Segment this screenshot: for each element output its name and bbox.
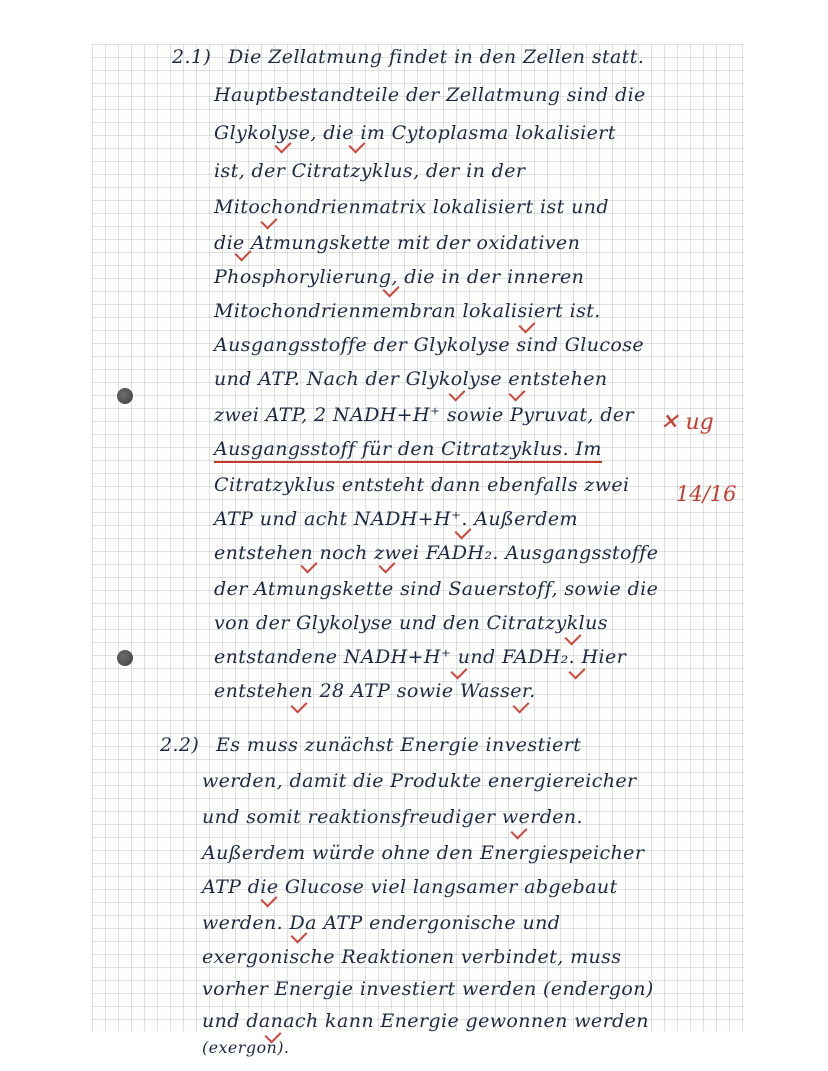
section-2-line: exergonische Reaktionen verbindet, muss	[202, 946, 622, 968]
section-2-number: 2.2)	[160, 734, 200, 756]
section-1-line: Ausgangsstoffe der Glykolyse sind Glucose	[214, 334, 645, 356]
section-2-line: werden. Da ATP endergonische und	[202, 912, 561, 934]
page-margin-bottom	[0, 1031, 828, 1071]
page-margin-top	[0, 0, 828, 44]
section-1-line: entstehen 28 ATP sowie Wasser.	[214, 680, 536, 702]
section-1-line: Die Zellatmung findet in den Zellen statt.	[228, 46, 645, 68]
section-2-line: und danach kann Energie gewonnen werden	[202, 1010, 649, 1032]
section-1-line: Mitochondrienmembran lokalisiert ist.	[214, 300, 601, 322]
section-1-number: 2.1)	[172, 46, 212, 68]
punch-hole-bottom	[117, 650, 133, 666]
section-1-line: Glykolyse, die im Cytoplasma lokalisiert	[214, 122, 616, 144]
section-1-line: entstandene NADH+H⁺ und FADH₂. Hier	[214, 646, 627, 668]
section-1-line: zwei ATP, 2 NADH+H⁺ sowie Pyruvat, der	[214, 404, 634, 426]
section-1-line: Phosphorylierung, die in der inneren	[214, 266, 585, 288]
section-1-line: ATP und acht NADH+H⁺. Außerdem	[214, 508, 578, 530]
section-1-line: Mitochondrienmatrix lokalisiert ist und	[214, 196, 609, 218]
section-1-line: und ATP. Nach der Glykolyse entstehen	[214, 368, 608, 390]
section-2-line: vorher Energie investiert werden (endergon)	[202, 978, 654, 1000]
section-2-line: (exergon).	[202, 1038, 290, 1057]
error-cross-icon: ✕	[660, 410, 679, 435]
section-1-line: die Atmungskette mit der oxidativen	[214, 232, 581, 254]
section-2-line: ATP die Glucose viel langsamer abgebaut	[202, 876, 618, 898]
section-2-line: werden, damit die Produkte energiereicher	[202, 770, 637, 792]
section-1-line-underlined: Ausgangsstoff für den Citratzyklus. Im	[214, 438, 602, 463]
section-1-line: entstehen noch zwei FADH₂. Ausgangsstoffe	[214, 542, 659, 564]
punch-hole-top	[117, 388, 133, 404]
section-2-line: Außerdem würde ohne den Energiespeicher	[202, 842, 645, 864]
section-1-line: Hauptbestandteile der Zellatmung sind die	[214, 84, 646, 106]
section-2-line: und somit reaktionsfreudiger werden.	[202, 806, 583, 828]
section-1-line: der Atmungskette sind Sauerstoff, sowie die	[214, 578, 659, 600]
margin-note-text: ug	[685, 410, 714, 435]
section-1-line: ist, der Citratzyklus, der in der	[214, 160, 526, 182]
score-mark: 14/16	[676, 482, 737, 506]
section-1-line: von der Glykolyse und den Citratzyklus	[214, 612, 608, 634]
page-margin-right	[744, 0, 828, 1071]
section-2-line: Es muss zunächst Energie investiert	[216, 734, 582, 756]
section-1-line: Citratzyklus entsteht dann ebenfalls zwei	[214, 474, 630, 496]
page-margin-left	[0, 0, 92, 1071]
margin-note-ug	[660, 410, 714, 435]
